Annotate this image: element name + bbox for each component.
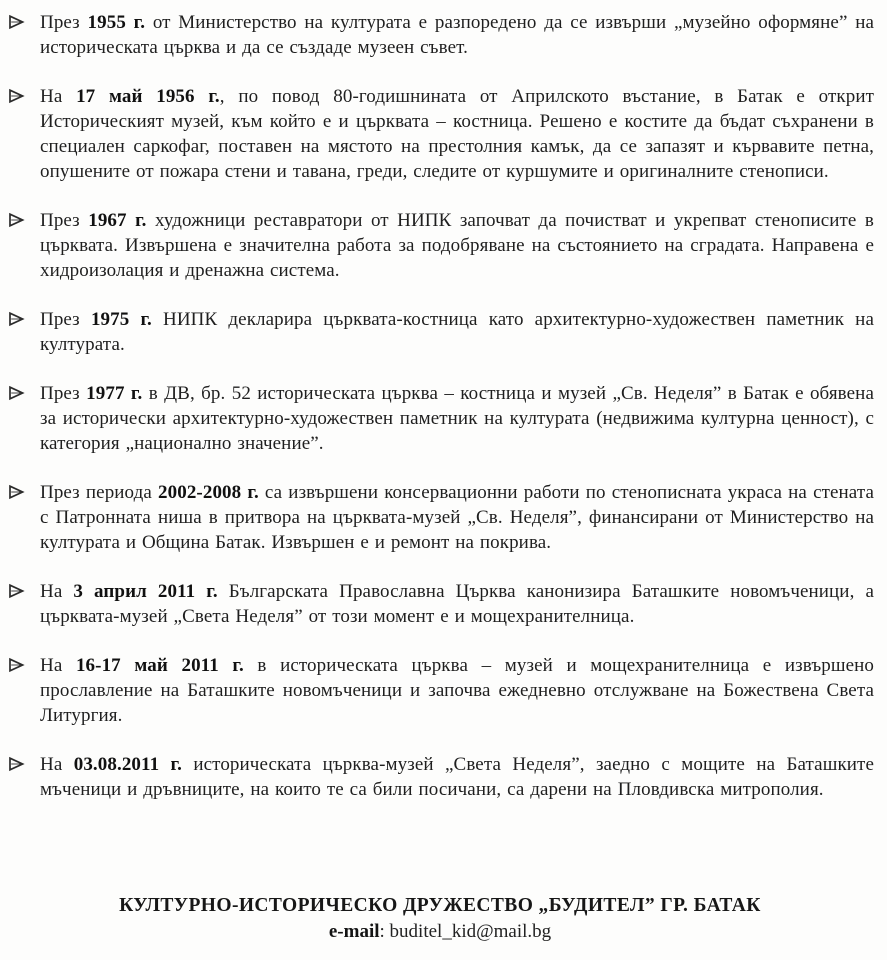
email-address: : buditel_kid@mail.bg — [379, 921, 552, 942]
list-item — [6, 10, 874, 60]
document-footer — [6, 893, 874, 960]
bullet-list — [6, 10, 874, 802]
arrow-bullet-icon — [6, 653, 40, 679]
organization-name: КУЛТУРНО-ИСТОРИЧЕСКО ДРУЖЕСТВО „БУДИТЕЛ” ГР. БАТАК — [119, 895, 761, 916]
arrow-bullet-icon — [6, 381, 40, 407]
list-item — [6, 480, 874, 555]
list-item — [6, 381, 874, 456]
bullet-text: През 1955 г. от Министерство на културата е разпоредено да се извърши „музейно оформяне” на историческата църква и да се създаде музеен съвет. — [40, 12, 874, 58]
arrow-bullet-icon — [6, 752, 40, 778]
list-item — [6, 84, 874, 184]
arrow-bullet-icon — [6, 10, 40, 36]
list-item — [6, 579, 874, 629]
email-label: e-mail — [328, 921, 380, 942]
bullet-text: През 1967 г. художници реставратори от НИПК започват да почистват и укрепват стенописите в църквата. Извършена е значителна работа за подобряване на състоянието на сградата. Направена е хидроизолация и дренажна система. — [40, 210, 874, 281]
list-item — [6, 307, 874, 357]
bullet-text: През периода 2002-2008 г. са извършени консервационни работи по стенописната украса на стената с Патронната ниша в притвора на църквата-музей „Св. Неделя”, финансирани от Министерство на културата и Община Батак. Извършен е и ремонт на покрива. — [40, 482, 875, 553]
list-item — [6, 653, 874, 728]
bullet-text: През 1975 г. НИПК декларира църквата-костница като архитектурно-художествен паметник на културата. — [40, 309, 874, 355]
list-item — [6, 752, 874, 802]
bullet-text: На 3 април 2011 г. Българската Православна Църква канонизира Баташките новомъченици, а църквата-музей „Света Неделя” от този момент е и мощехранителница. — [40, 581, 874, 627]
bullet-text: На 03.08.2011 г. историческата църква-музей „Света Неделя”, заедно с мощите на Баташките мъченици и дръвниците, на които те са били посичани, са дарени на Пловдивска митрополия. — [40, 754, 874, 800]
arrow-bullet-icon — [6, 579, 40, 605]
arrow-bullet-icon — [6, 307, 40, 333]
email-line — [6, 919, 874, 944]
bullet-text: През 1977 г. в ДВ, бр. 52 историческата църква – костница и музей „Св. Неделя” в Батак е обявена за исторически архитектурно-художествен паметник на културата (недвижима културна ценност), с категория „национално значение”. — [40, 383, 874, 454]
arrow-bullet-icon — [6, 480, 40, 506]
arrow-bullet-icon — [6, 84, 40, 110]
bullet-text: На 16-17 май 2011 г. в историческата църква – музей и мощехранителница е извършено прославление на Баташките новомъченици и започва ежедневно отслужване на Божествена Света Литургия. — [40, 655, 874, 726]
list-item — [6, 208, 874, 283]
bullet-text: На 17 май 1956 г., по повод 80-годишнината от Априлското въстание, в Батак е открит Историческият музей, към който е и църквата – костница. Решено е костите да бъдат съхранени в специален саркофаг, поставен на мястото на престолния камък, да се запазят и кървавите петна, опушените от пожара стени и тавана, греди, следите от куршумите и оригиналните стенописи. — [40, 86, 874, 182]
arrow-bullet-icon — [6, 208, 40, 234]
